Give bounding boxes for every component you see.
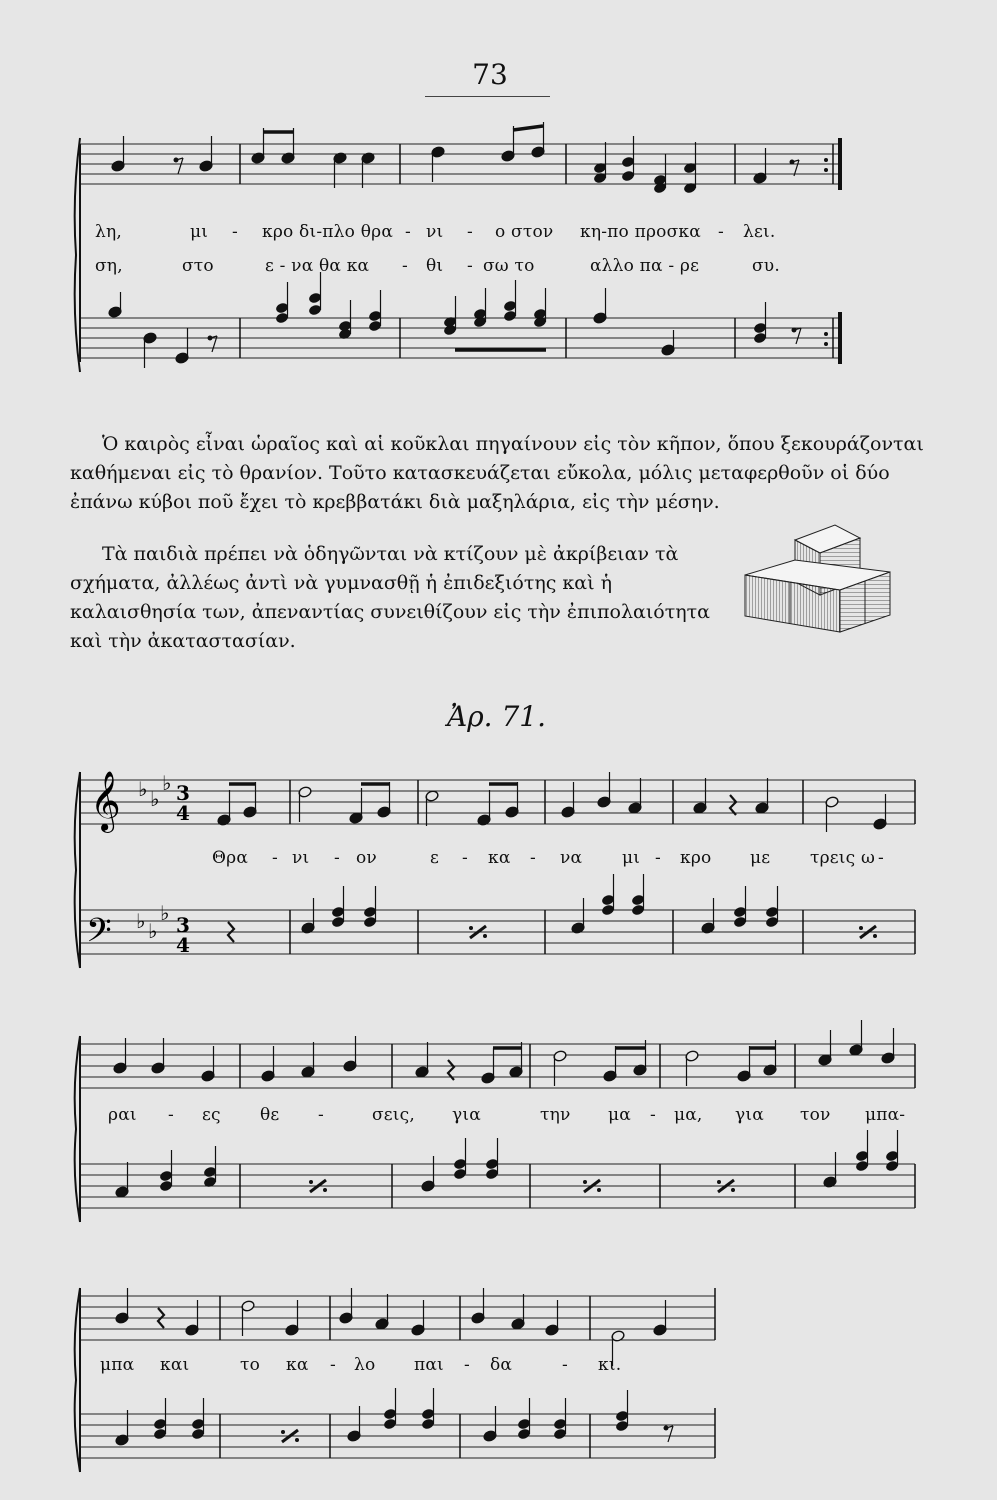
s4-lyric: -: [562, 1355, 568, 1375]
repeat-dot: [731, 1188, 735, 1192]
repeat-dot: [859, 926, 863, 930]
repeat-dot: [483, 934, 487, 938]
s4-lyric: μπα: [100, 1355, 135, 1375]
s1-lyric: -: [718, 222, 724, 242]
page-number: 73: [472, 58, 508, 91]
s4-lyric: παι: [414, 1355, 444, 1375]
quarter-rest: [730, 795, 736, 815]
s2-lyric: τρεις ω: [810, 848, 876, 868]
repeat-dot: [295, 1438, 299, 1442]
s3-lyric: θε: [260, 1105, 280, 1125]
s1-lyric: -: [467, 222, 473, 242]
repeat-dot: [597, 1188, 601, 1192]
s2-lyric: -: [878, 848, 884, 868]
paragraph-1-text: Ὁ καιρὸς εἶναι ὡραῖος καὶ αἱ κοῦκλαι πηγαίνουν εἰς τὸν κῆπον, ὅπου ξεκουράζονται καθήμεναι εἰς τὸ θρανίον. Τοῦτο κατασκευάζεται εὔκολα, μόλις μεταφερθοῦν οἱ δύο ἐπάνω κύβοι ποῦ ἔχει τὸ κρεββατάκι διὰ μαξηλάρια, εἰς τὴν μέσην.: [70, 433, 924, 513]
flat-sign: ♭: [138, 777, 148, 801]
s2-lyric: ε: [430, 848, 440, 868]
s1-lyric: -: [232, 222, 238, 242]
paragraph-2: [70, 540, 710, 656]
s4-lyric: και: [160, 1355, 190, 1375]
s2-lyric: μι: [622, 848, 641, 868]
s1-lyric: -: [405, 222, 411, 242]
s3-lyric: για: [452, 1105, 481, 1125]
s1-lyric: μι: [190, 222, 209, 242]
s3-lyric: την: [540, 1105, 571, 1125]
s1-lyric: -: [402, 256, 408, 276]
s4-lyric: λο: [354, 1355, 376, 1375]
time-signature-top: 3: [176, 781, 190, 805]
s2-lyric: κρο: [680, 848, 712, 868]
s2-lyric: -: [462, 848, 468, 868]
s2-lyric: -: [334, 848, 340, 868]
s1-lyric: κη-πο προσκα: [580, 222, 701, 242]
eighth-rest: [178, 158, 183, 174]
s1-lyric: σω το: [483, 256, 535, 276]
repeat-dot: [824, 342, 828, 346]
s4-lyric: -: [330, 1355, 336, 1375]
repeat-dot: [824, 168, 828, 172]
paragraph-2-text: Τὰ παιδιὰ πρέπει νὰ ὁδηγῶνται νὰ κτίζουν μὲ ἀκρίβειαν τὰ σχήματα, ἀλλέως ἀντὶ νὰ γυμνασθῇ ἡ ἐπιδεξιότης καὶ ἡ καλαισθησία των, ἀπεναντίας συνειθίζουν εἰς τὴν ἐπιπολαιότητα καὶ τὴν ἀκαταστασίαν.: [70, 543, 710, 652]
eighth-rest: [668, 1426, 673, 1442]
s3-lyric: τον: [800, 1105, 831, 1125]
flat-sign: ♭: [148, 919, 158, 943]
s1-lyric: λει.: [743, 222, 776, 242]
s1-lyric: αλλο πα - ρε: [590, 256, 700, 276]
block-bench-illustration: [740, 520, 900, 640]
s2-lyric: ον: [356, 848, 377, 868]
s1-lyric: στο: [182, 256, 214, 276]
s2-lyric: -: [272, 848, 278, 868]
treble-clef-icon: 𝄞: [90, 771, 121, 831]
s4-lyric: το: [240, 1355, 261, 1375]
s3-lyric: ες: [202, 1105, 221, 1125]
time-signature-top: 3: [176, 913, 190, 937]
s4-lyric: κα: [286, 1355, 309, 1375]
s3-lyric: μα: [608, 1105, 631, 1125]
flat-sign: ♭: [162, 771, 172, 795]
paragraph-1: [70, 430, 930, 517]
s2-lyric: με: [750, 848, 771, 868]
s3-lyric: -: [168, 1105, 174, 1125]
time-signature-bottom: 4: [176, 933, 190, 957]
s1-lyric: νι: [426, 222, 444, 242]
s2-lyric: νι: [292, 848, 310, 868]
flat-sign: ♭: [160, 901, 170, 925]
s3-lyric: -: [318, 1105, 324, 1125]
s3-lyric: για: [735, 1105, 764, 1125]
time-signature-bottom: 4: [176, 801, 190, 825]
s3-lyric: μπα-: [865, 1105, 906, 1125]
s3-lyric: -: [650, 1105, 656, 1125]
flat-sign: ♭: [136, 909, 146, 933]
s1-lyric: ση,: [95, 256, 123, 276]
repeat-dot: [873, 934, 877, 938]
s1-lyric: ε - να θα κα: [265, 256, 370, 276]
s2-lyric: -: [655, 848, 661, 868]
repeat-dot: [717, 1180, 721, 1184]
bass-clef-icon: 𝄢: [86, 912, 112, 958]
eighth-rest: [796, 328, 801, 344]
repeat-dot: [309, 1180, 313, 1184]
s4-lyric: κι.: [598, 1355, 622, 1375]
repeat-dot: [323, 1188, 327, 1192]
s1-lyric: ο στον: [495, 222, 554, 242]
s1-lyric: κρο δι-πλο θρα: [262, 222, 393, 242]
s3-lyric: ραι: [108, 1105, 137, 1125]
s2-lyric: Θρα: [212, 848, 249, 868]
repeat-dot: [281, 1430, 285, 1434]
s3-lyric: σεις,: [372, 1105, 416, 1125]
repeat-dot: [469, 926, 473, 930]
s1-lyric: -: [467, 256, 473, 276]
repeat-dot: [824, 332, 828, 336]
s4-lyric: δα: [490, 1355, 513, 1375]
s1-lyric: θι: [426, 256, 444, 276]
s3-lyric: μα,: [674, 1105, 703, 1125]
flat-sign: ♭: [150, 787, 160, 811]
beam: [513, 126, 543, 130]
s2-lyric: κα: [488, 848, 511, 868]
piece-title: Ἀρ. 71.: [447, 700, 547, 733]
s1-lyric: συ.: [752, 256, 780, 276]
s1-lyric: λη,: [95, 222, 122, 242]
repeat-dot: [583, 1180, 587, 1184]
s2-lyric: -: [530, 848, 536, 868]
s2-lyric: να: [560, 848, 583, 868]
repeat-dot: [824, 158, 828, 162]
s4-lyric: -: [464, 1355, 470, 1375]
